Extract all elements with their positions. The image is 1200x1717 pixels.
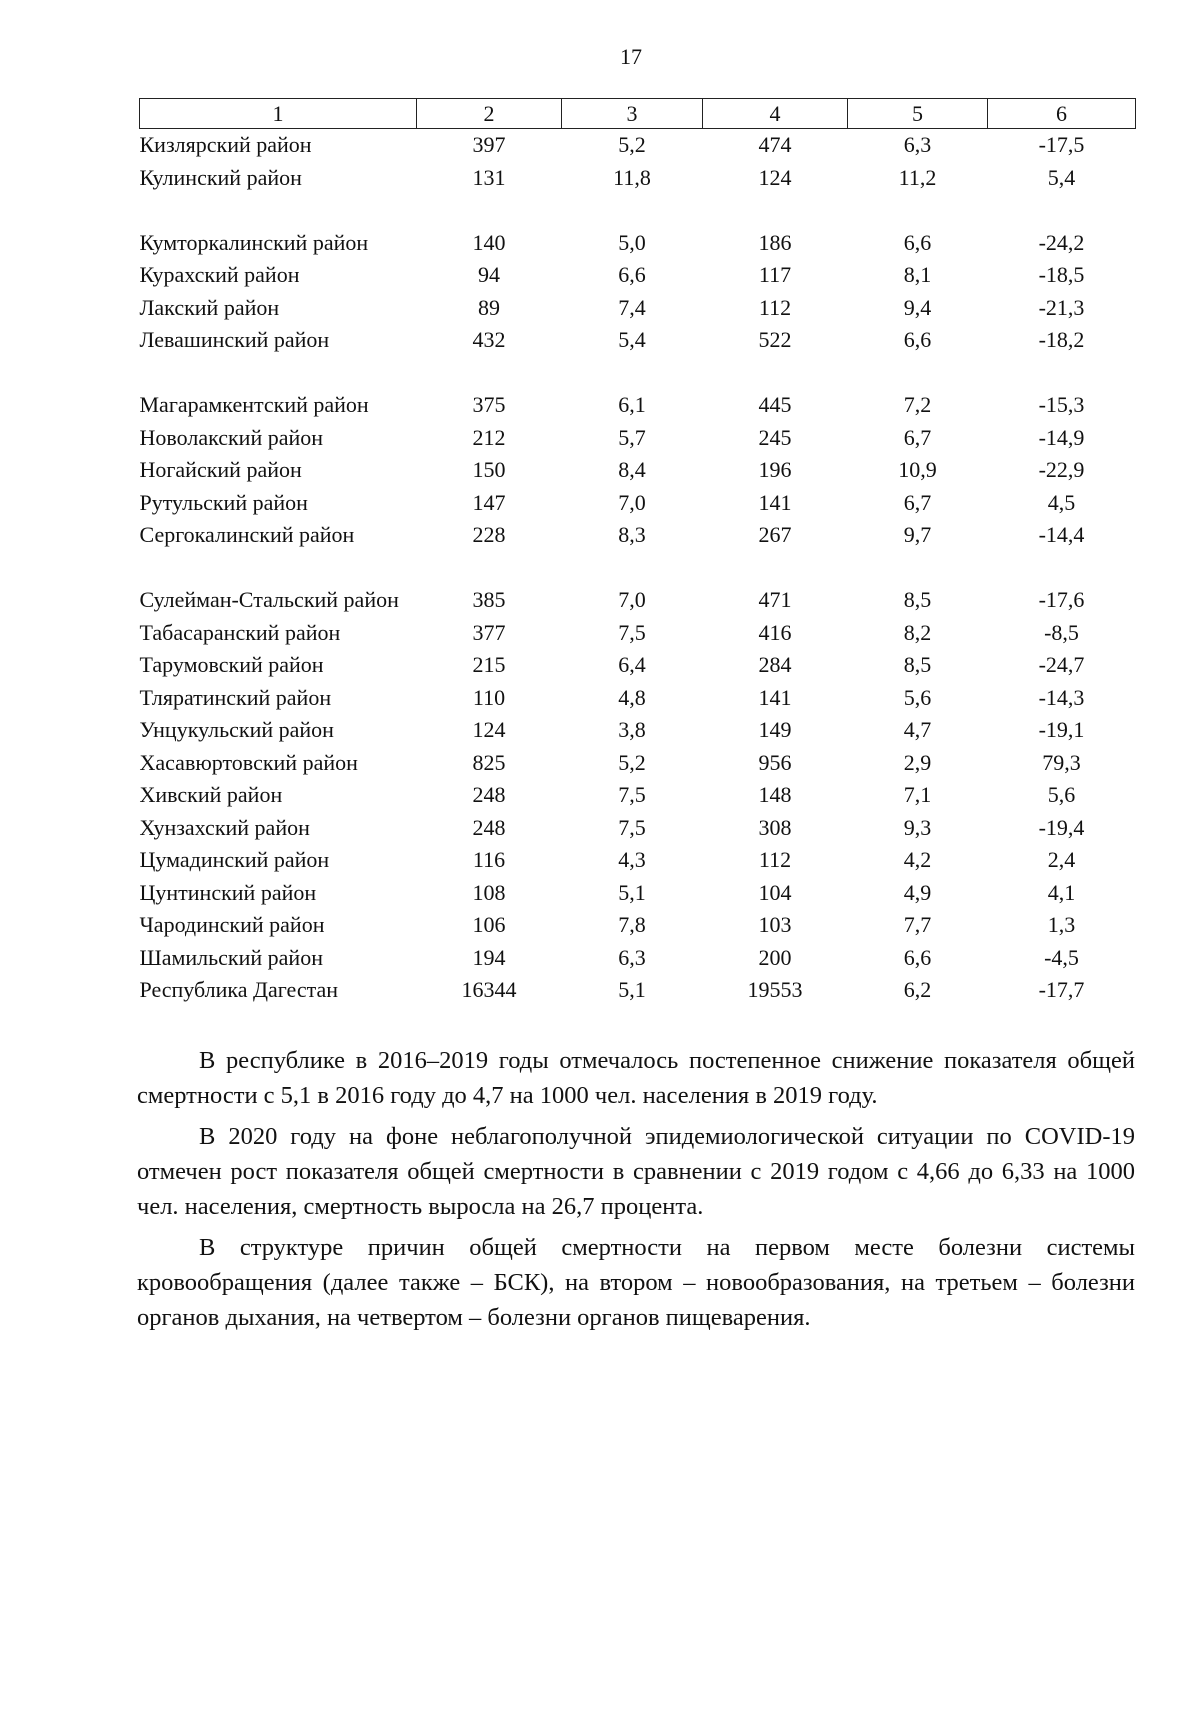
value-cell: 4,2 [903,847,932,872]
district-name-cell: Хивский район [139,782,283,807]
table-row [140,779,1136,812]
district-name-cell: Цунтинский район [139,879,317,905]
district-name-cell: Хасавюртовский район [139,749,358,775]
district-name-cell: Курахский район [139,262,300,287]
value-cell: 6,7 [903,489,932,515]
table-body [140,129,1136,1007]
value-cell: 5,0 [618,229,646,255]
value-cell: 149 [758,717,792,742]
value-cell: 8,4 [618,457,646,482]
district-name-cell: Унцукульский район [139,717,334,742]
table-row [140,422,1136,455]
value-cell: -24,7 [1038,652,1085,677]
value-cell: 471 [758,587,792,612]
value-cell: 7,1 [903,782,932,807]
district-name-cell: Кумторкалинский район [139,229,369,255]
value-cell: 7,5 [618,619,646,645]
value-cell: 8,1 [903,262,932,287]
table-row [140,877,1136,910]
value-cell: 7,2 [903,392,932,417]
value-cell: 186 [758,229,792,255]
value-cell: 397 [472,132,506,157]
value-cell: 4,3 [618,847,646,872]
value-cell: 7,4 [618,294,646,320]
table-row [140,324,1136,357]
table-row [140,747,1136,780]
value-cell: 11,2 [898,164,937,190]
value-cell: 112 [758,294,792,320]
value-cell: 7,0 [618,489,646,515]
value-cell: 10,9 [898,457,937,482]
value-cell: 4,5 [1047,489,1076,515]
value-cell: 94 [478,262,500,287]
value-cell: 112 [758,847,792,872]
value-cell: 124 [758,164,792,190]
table-header-row [140,99,1136,129]
value-cell: 140 [472,229,506,255]
value-cell: -19,4 [1038,814,1085,840]
value-cell: 108 [472,879,506,905]
district-name-cell: Табасаранский район [139,619,341,645]
table-row [140,649,1136,682]
value-cell: 148 [758,782,792,807]
value-cell: 5,4 [618,327,646,352]
district-name-cell: Кулинский район [139,164,302,190]
district-name-cell: Цумадинский район [139,847,330,872]
district-name-cell: Чародинский район [139,912,325,937]
value-cell: 248 [472,782,506,807]
district-name-cell: Кизлярский район [139,132,312,157]
column-header: 4 [703,99,848,129]
value-cell: 6,6 [903,944,932,970]
table-row [140,909,1136,942]
table-row [140,942,1136,975]
value-cell: 4,1 [1047,879,1076,905]
value-cell: 245 [758,424,792,450]
table-row [140,487,1136,520]
column-header: 5 [848,99,988,129]
value-cell: -4,5 [1044,944,1079,970]
value-cell: -8,5 [1044,619,1079,645]
value-cell: 377 [472,619,506,645]
district-name-cell: Сергокалинский район [139,522,355,547]
body-text [137,1043,1135,1341]
column-header: 6 [988,99,1136,129]
value-cell: 103 [758,912,792,937]
value-cell: 215 [472,652,506,677]
value-cell: -14,3 [1038,684,1085,710]
value-cell: 8,5 [903,652,932,677]
value-cell: 5,4 [1047,164,1076,190]
district-name-cell: Республика Дагестан [139,977,339,1002]
value-cell: 5,1 [618,879,646,905]
value-cell: 308 [758,814,792,840]
value-cell: 4,8 [618,684,646,710]
paragraph: В республике в 2016–2019 годы отмечалось постепенное снижение показателя общей смертности с 5,1 в 2016 году до 4,7 на 1000 чел. населения в 2019 году. [137,1047,1135,1109]
value-cell: 6,6 [903,229,932,255]
table-row [140,844,1136,877]
table-row [140,357,1136,422]
value-cell: 2,9 [903,749,932,775]
value-cell: 141 [758,684,792,710]
value-cell: -18,2 [1038,327,1085,352]
table-row [140,714,1136,747]
value-cell: 79,3 [1042,749,1081,775]
value-cell: 7,0 [618,587,646,612]
column-header: 2 [417,99,562,129]
value-cell: 8,2 [903,619,932,645]
value-cell: -14,9 [1038,424,1085,450]
value-cell: 110 [472,684,506,710]
value-cell: 117 [758,262,792,287]
district-name-cell: Левашинский район [139,327,330,352]
value-cell: -22,9 [1038,457,1085,482]
value-cell: 9,4 [903,294,932,320]
value-cell: 4,7 [903,717,932,742]
table-row [140,129,1136,162]
value-cell: 8,5 [903,587,932,612]
column-header: 1 [140,99,417,129]
value-cell: 432 [472,327,506,352]
value-cell: 6,1 [618,392,646,417]
mortality-table [139,98,1136,1007]
district-name-cell: Ногайский район [139,457,302,482]
table-row [140,194,1136,259]
value-cell: 141 [758,489,792,515]
value-cell: 248 [472,814,506,840]
value-cell: 124 [472,717,506,742]
value-cell: 212 [472,424,506,450]
value-cell: 7,7 [903,912,932,937]
value-cell: -17,7 [1038,977,1085,1002]
value-cell: 474 [758,132,792,157]
value-cell: 6,7 [903,424,932,450]
value-cell: -21,3 [1038,294,1085,320]
value-cell: 89 [478,294,500,320]
value-cell: 147 [472,489,506,515]
table-row [140,682,1136,715]
value-cell: 5,2 [618,749,646,775]
table-row [140,519,1136,552]
value-cell: 4,9 [903,879,932,905]
value-cell: 196 [758,457,792,482]
value-cell: 8,3 [618,522,646,547]
value-cell: 5,1 [618,977,646,1002]
value-cell: 131 [472,164,506,190]
value-cell: 375 [472,392,506,417]
table-row [140,974,1136,1007]
value-cell: 150 [472,457,506,482]
district-name-cell: Новолакский район [139,424,324,450]
district-name-cell: Тляратинский район [139,684,332,710]
value-cell: 200 [758,944,792,970]
table-row [140,812,1136,845]
district-name-cell: Лакский район [139,294,280,320]
value-cell: 2,4 [1047,847,1076,872]
value-cell: 6,3 [618,944,646,970]
table-row [140,162,1136,195]
value-cell: 11,8 [613,164,651,190]
paragraph: В 2020 году на фоне неблагополучной эпидемиологической ситуации по COVID-19 отмечен рост показателя общей смертности в сравнении с 2019 годом с 4,66 до 6,33 на 1000 чел. населения, смертность выросла на 26,7 процента. [137,1123,1135,1220]
value-cell: 104 [758,879,792,905]
value-cell: 9,3 [903,814,932,840]
district-name-cell: Шамильский район [139,944,323,970]
value-cell: 6,6 [903,327,932,352]
paragraph: В структуре причин общей смертности на первом месте болезни системы кровообращения (далее также – БСК), на втором – новообразования, на третьем – болезни органов дыхания, на четвертом – болезни органов пищеварения. [137,1234,1135,1331]
value-cell: 284 [758,652,792,677]
value-cell: 1,3 [1047,912,1076,937]
value-cell: 956 [758,749,792,775]
value-cell: 7,8 [618,912,646,937]
value-cell: 194 [472,944,506,970]
district-name-cell: Тарумовский район [139,652,324,677]
value-cell: 19553 [747,977,803,1002]
table-row [140,617,1136,650]
value-cell: -15,3 [1038,392,1085,417]
value-cell: 6,4 [618,652,646,677]
value-cell: 6,6 [618,262,646,287]
value-cell: 5,2 [618,132,646,157]
table-row [140,292,1136,325]
column-header: 3 [562,99,703,129]
value-cell: -17,5 [1038,132,1085,157]
district-name-cell: Рутульский район [139,489,308,515]
value-cell: -19,1 [1038,717,1085,742]
value-cell: -14,4 [1038,522,1085,547]
value-cell: 5,7 [618,424,646,450]
value-cell: 7,5 [618,782,646,807]
value-cell: -24,2 [1038,229,1085,255]
page-number: 17 [620,44,642,69]
value-cell: 16344 [461,977,517,1002]
table-row [140,552,1136,617]
table-row [140,454,1136,487]
value-cell: 116 [472,847,506,872]
value-cell: 825 [472,749,506,775]
district-name-cell: Магарамкентский район [139,392,369,417]
value-cell: 445 [758,392,792,417]
value-cell: 522 [758,327,792,352]
value-cell: 6,3 [903,132,932,157]
value-cell: 5,6 [1047,782,1076,807]
value-cell: 228 [472,522,506,547]
district-name-cell: Сулейман-Стальский район [139,587,399,612]
value-cell: 5,6 [903,684,932,710]
value-cell: -17,6 [1038,587,1085,612]
value-cell: 6,2 [903,977,932,1002]
value-cell: 7,5 [618,814,646,840]
table-row [140,259,1136,292]
value-cell: 106 [472,912,506,937]
value-cell: 9,7 [903,522,932,547]
value-cell: -18,5 [1038,262,1085,287]
value-cell: 416 [758,619,792,645]
value-cell: 385 [472,587,506,612]
value-cell: 3,8 [618,717,646,742]
district-name-cell: Хунзахский район [139,814,310,840]
value-cell: 267 [758,522,792,547]
